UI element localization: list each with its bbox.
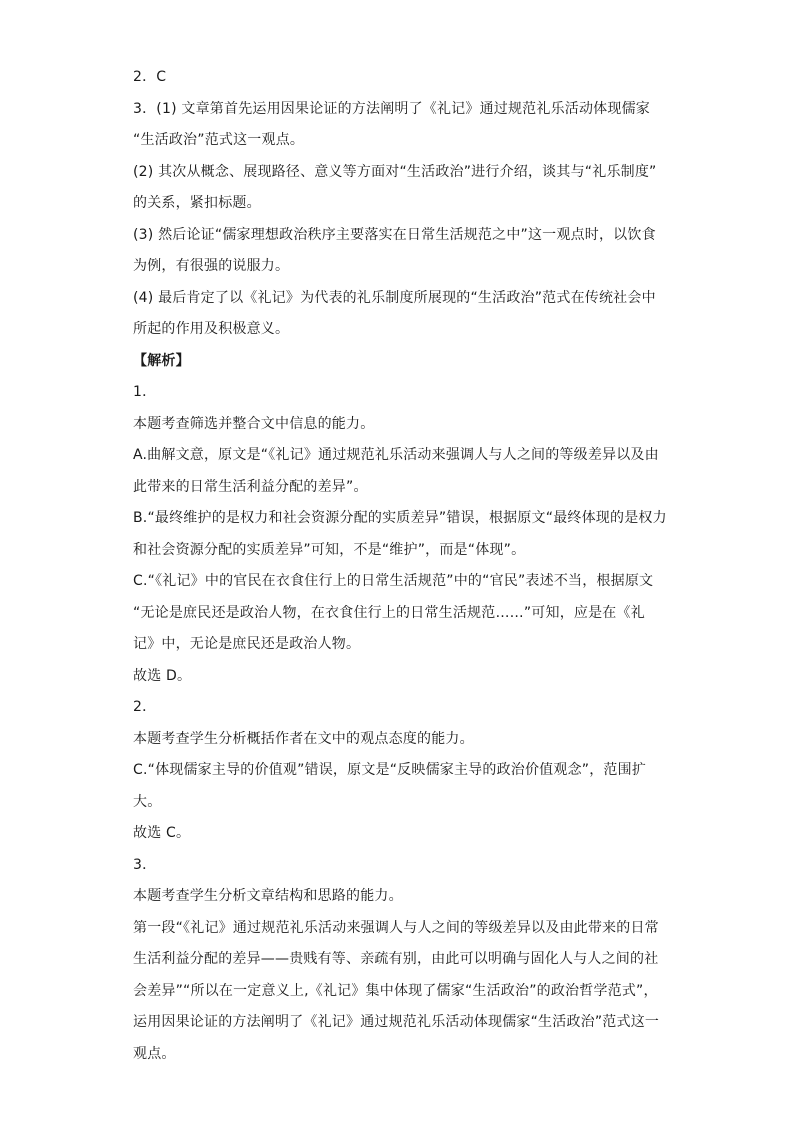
answer-2: 2．C	[133, 69, 167, 85]
analysis-1-a-line2: 此带来的日常生活利益分配的差异”。	[133, 478, 368, 495]
answer-3-part4-line2: 所起的作用及积极意义。	[133, 321, 290, 337]
answer-3-part4-line1: (4) 最后肯定了以《礼记》为代表的礼乐制度所展现的“生活政治”范式在传统社会中	[133, 289, 656, 306]
analysis-2-number: 2．	[133, 699, 157, 715]
analysis-1-a-line1: A.曲解文意，原文是“《礼记》通过规范礼乐活动来强调人与人之间的等级差异以及由	[133, 447, 659, 463]
answer-3-part1-line2: “生活政治”范式这一观点。	[133, 132, 305, 148]
analysis-2-intro: 本题考查学生分析概括作者在文中的观点态度的能力。	[133, 730, 474, 747]
analysis-3-number: 3．	[133, 856, 157, 873]
document-page	[133, 62, 667, 1070]
analysis-3-intro: 本题考查学生分析文章结构和思路的能力。	[133, 888, 403, 904]
analysis-3-para-line1: 第一段“《礼记》通过规范礼乐活动来强调人与人之间的等级差异以及由此带来的日常	[133, 919, 659, 936]
answer-3-part3-line1: (3) 然后论证“儒家理想政治秩序主要落实在日常生活规范之中”这一观点时，以饮食	[133, 226, 656, 243]
analysis-1-b-line2: 和社会资源分配的实质差异”可知，不是“维护”，而是“体现”。	[133, 541, 526, 558]
analysis-3-para-line3: 会差异”“所以在一定意义上,《礼记》集中体现了儒家“生活政治”的政治哲学范式”，	[133, 982, 658, 999]
analysis-heading: 【解析】	[133, 352, 190, 369]
analysis-2-c-line1: C.“体现儒家主导的价值观”错误，原文是“反映儒家主导的政治价值观念”，范围扩	[133, 762, 647, 778]
analysis-1-answer: 故选 D。	[133, 667, 192, 684]
answer-3-part3-line2: 为例，有很强的说服力。	[133, 258, 290, 274]
answer-3-part1-line1: 3．(1) 文章第首先运用因果论证的方法阐明了《礼记》通过规范礼乐活动体现儒家	[133, 100, 650, 117]
analysis-1-b-line1: B.“最终维护的是权力和社会资源分配的实质差异”错误，根据原文“最终体现的是权力	[133, 510, 667, 526]
analysis-3-para-line4: 运用因果论证的方法阐明了《礼记》通过规范礼乐活动体现儒家“生活政治”范式这一	[133, 1014, 660, 1030]
analysis-2-c-line2: 大。	[133, 793, 162, 810]
answer-3-part2-line2: 的关系，紧扣标题。	[133, 195, 261, 211]
analysis-1-number: 1．	[133, 384, 157, 400]
answer-3-part2-line1: (2) 其次从概念、展现路径、意义等方面对“生活政治”进行介绍，谈其与“礼乐制度”	[133, 163, 657, 180]
analysis-3-para-line5: 观点。	[133, 1045, 176, 1062]
analysis-1-c-line3: 记》中，无论是庶民还是政治人物。	[133, 636, 361, 652]
analysis-2-answer: 故选 C。	[133, 825, 191, 841]
analysis-1-c-line2: “无论是庶民还是政治人物，在衣食住行上的日常生活规范……”可知，应是在《礼	[133, 604, 645, 621]
analysis-3-para-line2: 生活利益分配的差异——贵贱有等、亲疏有别，由此可以明确与固化人与人之间的社	[133, 951, 659, 967]
analysis-1-intro: 本题考查筛选并整合文中信息的能力。	[133, 415, 375, 432]
analysis-1-c-line1: C.“《礼记》中的官民在衣食住行上的日常生活规范”中的“官民”表述不当，根据原文	[133, 573, 654, 589]
